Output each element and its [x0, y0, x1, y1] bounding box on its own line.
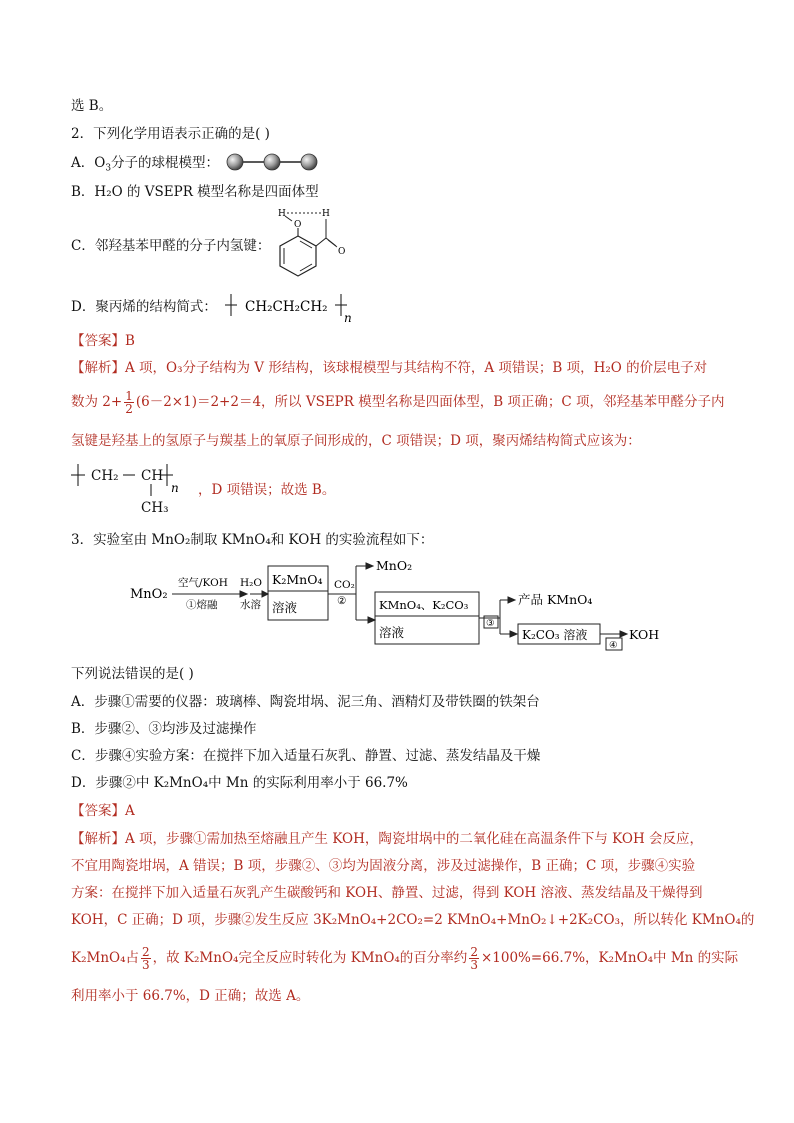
flow-box1-top: K₂MnO₄ — [272, 572, 323, 587]
polypropylene-wrong-formula — [223, 290, 363, 324]
flow-product: 产品 KMnO₄ — [518, 592, 593, 607]
q2-analysis-4: ，D 项错误；故选 B。 — [198, 482, 336, 498]
q2-option-a-suffix: 分子的球棍模型： — [111, 155, 220, 171]
flow-h2o: H₂O — [240, 577, 262, 589]
q2-answer — [71, 331, 135, 351]
poly-n2: n — [171, 481, 179, 495]
q2-answer-value: B — [125, 333, 135, 349]
q3-analysis-4: KOH，C 正确；D 项，步骤②发生反应 3K₂MnO₄+2CO₂=2 KMnO₄+MnO₂↓+2K₂CO₃，所以转化 KMnO₄的 — [71, 912, 755, 928]
q3-analysis-text-5a: K₂MnO₄占 — [71, 950, 139, 966]
q3-analysis-text-5c: ×100%=66.7%，K₂MnO₄中 Mn 的实际 — [480, 950, 739, 966]
q3-stem: 3．实验室由 MnO₂制取 KMnO₄和 KOH 的实验流程如下： — [71, 532, 434, 548]
q3-frac1-den: 3 — [142, 958, 150, 972]
struct-o1: O — [294, 220, 302, 230]
q2-stem: 2．下列化学用语表示正确的是( ) — [71, 126, 270, 142]
salicylaldehyde-structure-icon — [274, 208, 354, 283]
q3-option-a: A．步骤①需要的仪器：玻璃棒、陶瓷坩埚、泥三角、酒精灯及带铁圈的铁架台 — [71, 694, 540, 710]
struct-h2: H — [322, 209, 330, 219]
q2-fraction — [124, 390, 134, 415]
q3-question: 下列说法错误的是( ) — [71, 666, 194, 682]
q3-fraction-2 — [469, 946, 479, 971]
flow-step4: ④ — [609, 640, 618, 651]
flowchart — [128, 556, 688, 656]
q2-analysis-text-2b: (6－2×1)＝2+2＝4，所以 VSEPR 模型名称是四面体型，B 项正确；C 项，邻羟基苯甲醛分子内 — [135, 394, 725, 410]
poly-d-formula: CH₂CH₂CH₂ — [245, 299, 328, 315]
q3-analysis-2: 不宜用陶瓷坩埚，A 错误；B 项，步骤②、③均为固液分离，涉及过滤操作，B 正确；C 项，步骤④实验 — [71, 858, 696, 874]
poly-d-n: n — [344, 311, 352, 325]
poly-ch3: CH₃ — [141, 500, 169, 516]
q3-option-d: D．步骤②中 K₂MnO₄中 Mn 的实际利用率小于 66.7% — [71, 775, 408, 791]
q3-analysis-6: 利用率小于 66.7%，D 正确；故选 A。 — [71, 988, 310, 1004]
q2-option-a: A．$O_3$分子的球棍模型： — [71, 155, 220, 174]
q3-analysis-5 — [71, 946, 738, 971]
q3-frac2-den: 3 — [470, 958, 478, 972]
q3-frac1-num: 2 — [142, 945, 150, 959]
flow-koh: KOH — [629, 627, 660, 642]
struct-h1: H — [278, 209, 286, 219]
flow-step1-bottom: ①熔融 — [186, 599, 218, 611]
q3-analysis-text-1: A 项，步骤①需加热至熔融且产生 KOH，陶瓷坩埚中的二氧化硅在高温条件下与 KOH 会反应， — [125, 831, 704, 847]
q2-analysis-3: 氢键是羟基上的氢原子与羰基上的氧原子间形成的，C 项错误；D 项，聚丙烯结构简式应该为： — [71, 433, 641, 449]
q3-answer-label: 【答案】 — [71, 803, 125, 819]
q3-answer — [71, 801, 135, 821]
q2-option-d: D．聚丙烯的结构简式： — [71, 299, 217, 315]
q3-answer-value: A — [125, 803, 135, 819]
q2-answer-label: 【答案】 — [71, 333, 125, 349]
q3-option-b: B．步骤②、③均涉及过滤操作 — [71, 721, 257, 737]
flow-mno2-out: MnO₂ — [376, 558, 413, 573]
q3-frac2-num: 2 — [470, 945, 478, 959]
flow-box3: K₂CO₃ 溶液 — [522, 628, 588, 642]
q3-fraction-1 — [141, 946, 151, 971]
flow-box1-bottom: 溶液 — [272, 600, 298, 615]
flow-step1-top: 空气/KOH — [178, 577, 228, 589]
q2-option-c: C．邻羟基苯甲醛的分子内氢键： — [71, 238, 271, 254]
poly-ch2: CH₂ — [91, 468, 119, 484]
q2-analysis-text-1: A 项，O₃分子结构为 V 形结构，该球棍模型与其结构不符，A 项错误；B 项，H₂O 的价层电子对 — [125, 360, 708, 376]
q3-analysis-1 — [71, 829, 703, 849]
flow-dissolve: 水溶 — [240, 599, 261, 611]
ball-stick-model-icon — [226, 151, 321, 173]
q2-frac-den: 2 — [125, 402, 133, 416]
poly-ch: CH — [141, 468, 164, 484]
q3-analysis-label: 【解析】 — [71, 831, 125, 847]
flow-co2: CO₂ — [334, 579, 355, 591]
q2-option-a-prefix: A．O — [71, 155, 106, 171]
q2-frac-num: 1 — [125, 389, 133, 403]
q2-analysis-label: 【解析】 — [71, 360, 125, 376]
struct-o2: O — [338, 247, 346, 257]
q2-analysis-2 — [71, 390, 725, 415]
q3-option-c: C．步骤④实验方案：在搅拌下加入适量石灰乳、静置、过滤、蒸发结晶及干燥 — [71, 748, 541, 764]
q2-analysis-text-2a: 数为 2+ — [71, 394, 123, 410]
flow-step2: ② — [337, 595, 347, 607]
q3-analysis-text-5b: ，故 K₂MnO₄完全反应时转化为 KMnO₄的百分率约 — [152, 950, 468, 966]
flow-box2-top: KMnO₄、K₂CO₃ — [379, 598, 469, 612]
flow-mno2: MnO₂ — [130, 587, 168, 602]
q1-tail: 选 B。 — [71, 98, 113, 114]
q3-analysis-3: 方案：在搅拌下加入适量石灰乳产生碳酸钙和 KOH、静置、过滤，得到 KOH 溶液、蒸发结晶及干燥得到 — [71, 885, 703, 901]
flow-step3: ③ — [486, 618, 495, 629]
q2-analysis-1 — [71, 358, 707, 378]
polypropylene-correct-formula — [71, 462, 201, 516]
flow-box2-bottom: 溶液 — [379, 625, 405, 640]
q2-option-b: B．H₂O 的 VSEPR 模型名称是四面体型 — [71, 184, 319, 200]
